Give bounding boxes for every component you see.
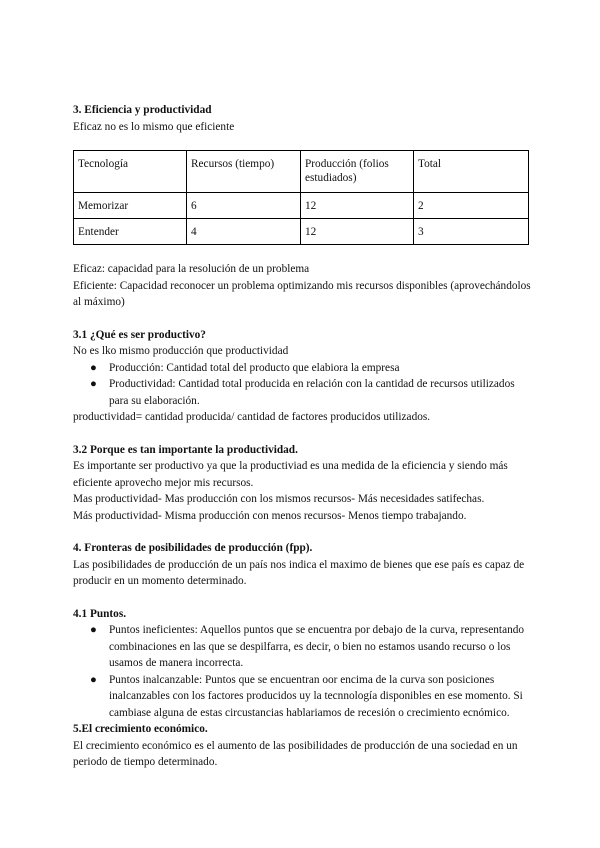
- list-item: [73, 360, 535, 377]
- section-5-heading: 5.El crecimiento económico.: [73, 723, 208, 735]
- table-header-cell: Producción (folios estudiados): [301, 151, 414, 193]
- section-4-paragraph: Las posibilidades de producción de un país nos indica el maximo de bienes que ese país es capaz de producir en un momento determinado.: [73, 558, 525, 587]
- bullet-icon: ●: [90, 673, 97, 686]
- list-item-text: Puntos inalcanzable: Puntos que se encuentran oor encima de la curva son posiciones inalcanzables con los factores producidos uy la tecnnología disponibles en ese momento. Si cambiase alguna de estas circustancias hablariamos de recesión o crecimiento ecnómico.: [109, 673, 523, 719]
- list-item: [73, 376, 535, 409]
- table-header-row: [74, 151, 529, 193]
- section-3-2-line: Más productividad- Misma producción con menos recursos- Menos tiempo trabajando.: [73, 509, 467, 522]
- list-item-text: Producción: Cantidad total del producto que elabiora la empresa: [109, 361, 400, 374]
- list-item: [73, 672, 535, 722]
- definition-eficiente: Eficiente: Capacidad reconocer un problema optimizando mis recursos disponibles (aprovechándolos al máximo): [73, 279, 531, 308]
- table-cell: Entender: [74, 219, 187, 245]
- section-3-2-line: Mas productividad- Mas producción con los mismos recursos- Más necesidades satifechas.: [73, 493, 485, 505]
- section-5-paragraph: El crecimiento económico es el aumento de las posibilidades de producción de una sociedad en un periodo de tiempo determinado.: [73, 739, 518, 768]
- section-4-heading: 4. Fronteras de posibilidades de producción (fpp).: [73, 542, 313, 554]
- bullet-icon: ●: [90, 624, 97, 636]
- table-header-cell: Tecnología: [74, 151, 187, 193]
- section-3-1-heading: 3.1 ¿Qué es ser productivo?: [73, 328, 206, 341]
- table-header-cell: Recursos (tiempo): [187, 151, 301, 193]
- document-content: [73, 102, 535, 771]
- table-cell: 12: [301, 193, 414, 219]
- list-item: [73, 622, 535, 672]
- section-3-2-paragraph: Es importante ser productivo ya que la productiviad es una medida de la eficiencia y siendo más eficiente aprovecho mejor mis recursos.: [73, 460, 508, 489]
- bullet-icon: ●: [90, 378, 97, 390]
- list-item-text: Productividad: Cantidad total producida en relación con la cantidad de recursos utilizados para su elaboración.: [109, 378, 515, 407]
- table-cell: 12: [301, 219, 414, 245]
- table-cell: 6: [187, 193, 301, 219]
- section-4-1-heading: 4.1 Puntos.: [73, 607, 127, 620]
- list-item-text: Puntos ineficientes: Aquellos puntos que se encuentra por debajo de la curva, representando combinaciones en las que se despilfarra, es decir, o bien no estamos usando recurso o los usamos de manera incorrecta.: [109, 624, 525, 669]
- section-3-1-intro: No es lko mismo producción que productividad: [73, 345, 289, 357]
- definition-eficaz: Eficaz: capacidad para la resolución de un problema: [73, 263, 310, 275]
- table-cell: 2: [414, 193, 529, 219]
- table-cell: Memorizar: [74, 193, 187, 219]
- productivity-formula: productividad= cantidad producida/ cantidad de factores producidos utilizados.: [73, 411, 431, 423]
- table-cell: 3: [414, 219, 529, 245]
- table-row: [74, 193, 529, 219]
- section-3-1-list: [73, 360, 535, 410]
- table-cell: 4: [187, 219, 301, 245]
- efficiency-table: [73, 150, 529, 245]
- table-header-cell: Total: [414, 151, 529, 193]
- section-3-heading: 3. Eficiencia y productividad: [73, 104, 212, 116]
- section-3-2-heading: 3.2 Porque es tan importante la productividad.: [73, 443, 298, 456]
- table-row: [74, 219, 529, 245]
- section-4-1-list: [73, 622, 535, 721]
- section-3-subtitle: Eficaz no es lo mismo que eficiente: [73, 120, 235, 133]
- bullet-icon: ●: [90, 361, 97, 374]
